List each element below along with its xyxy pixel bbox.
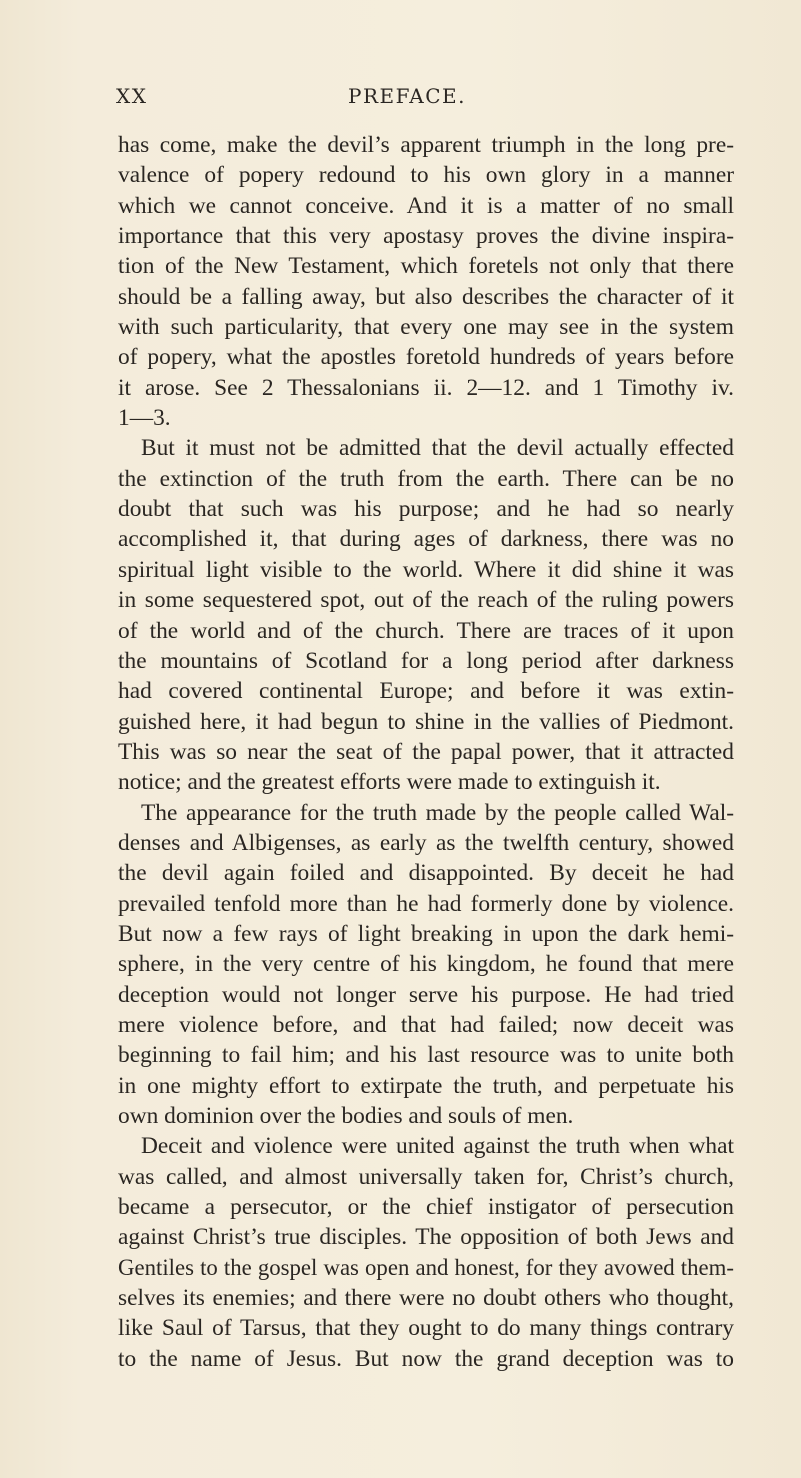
text-line: the extinction of the truth from the earth. There can be no bbox=[118, 465, 734, 492]
text-line: Gentiles to the gospel was open and honest, for they avowed them- bbox=[118, 1254, 734, 1280]
text-line: of the world and of the church. There are traces of it upon bbox=[118, 617, 734, 644]
text-line: with such particularity, that every one may see in the system bbox=[118, 314, 734, 341]
text-line: beginning to fail him; and his last resource was to unite both bbox=[118, 1042, 734, 1069]
body-text bbox=[118, 130, 734, 1374]
text-line: guished here, it had begun to shine in the vallies of Piedmont. bbox=[118, 708, 734, 735]
text-line: spiritual light visible to the world. Where it did shine it was bbox=[118, 556, 734, 583]
text-line: has come, make the devil’s apparent triumph in the long pre- bbox=[118, 132, 734, 158]
page-header bbox=[0, 84, 801, 112]
text-line: to the name of Jesus. But now the grand deception was to bbox=[118, 1345, 734, 1372]
text-line: tion of the New Testament, which foretels not only that there bbox=[118, 253, 734, 280]
text-line: Deceit and violence were united against the truth when what bbox=[141, 1133, 734, 1160]
text-line: deception would not longer serve his purpose. He had tried bbox=[118, 981, 734, 1008]
text-line: the devil again foiled and disappointed. By deceit he had bbox=[118, 860, 734, 887]
text-line: denses and Albigenses, as early as the twelfth century, showed bbox=[118, 829, 734, 856]
text-line: should be a falling away, but also describes the character of it bbox=[118, 283, 734, 310]
text-line: The appearance for the truth made by the people called Wal- bbox=[141, 799, 734, 826]
text-line: prevailed tenfold more than he had formerly done by violence. bbox=[118, 890, 734, 917]
text-line: selves its enemies; and there were no doubt others who thought, bbox=[118, 1285, 734, 1312]
text-line: sphere, in the very centre of his kingdom, he found that mere bbox=[118, 951, 734, 978]
text-line: in some sequestered spot, out of the reach of the ruling powers bbox=[118, 587, 734, 614]
page-number: XX bbox=[116, 84, 148, 108]
text-line: doubt that such was his purpose; and he had so nearly bbox=[118, 496, 734, 523]
text-line: mere violence before, and that had failed; now deceit was bbox=[118, 1011, 734, 1038]
text-line: had covered continental Europe; and before it was extin- bbox=[118, 678, 734, 705]
text-line: was called, and almost universally taken for, Christ’s church, bbox=[118, 1163, 734, 1190]
text-line: in one mighty effort to extirpate the truth, and perpetuate his bbox=[118, 1072, 734, 1099]
text-line: 1—3. bbox=[118, 405, 171, 432]
text-line: But it must not be admitted that the devil actually effected bbox=[141, 435, 734, 462]
running-head: PREFACE. bbox=[348, 84, 466, 108]
text-line: accomplished it, that during ages of darkness, there was no bbox=[118, 526, 734, 553]
text-line: own dominion over the bodies and souls of men. bbox=[118, 1103, 574, 1129]
text-line: against Christ’s true disciples. The opposition of both Jews and bbox=[118, 1224, 734, 1251]
text-line: valence of popery redound to his own glory in a manner bbox=[118, 162, 734, 189]
text-line: But now a few rays of light breaking in upon the dark hemi- bbox=[118, 920, 734, 947]
text-line: This was so near the seat of the papal power, that it attracted bbox=[118, 738, 734, 765]
text-line: notice; and the greatest efforts were made to extinguish it. bbox=[118, 769, 661, 796]
text-line: like Saul of Tarsus, that they ought to do many things contrary bbox=[118, 1315, 734, 1342]
text-line: became a persecutor, or the chief instigator of persecution bbox=[118, 1194, 734, 1221]
text-line: which we cannot conceive. And it is a matter of no small bbox=[118, 192, 734, 219]
text-line: importance that this very apostasy proves the divine inspira- bbox=[118, 223, 734, 250]
text-line: it arose. See 2 Thessalonians ii. 2—12. and 1 Timothy iv. bbox=[118, 374, 734, 401]
text-line: the mountains of Scotland for a long period after darkness bbox=[118, 647, 734, 674]
text-line: of popery, what the apostles foretold hundreds of years before bbox=[118, 344, 734, 371]
